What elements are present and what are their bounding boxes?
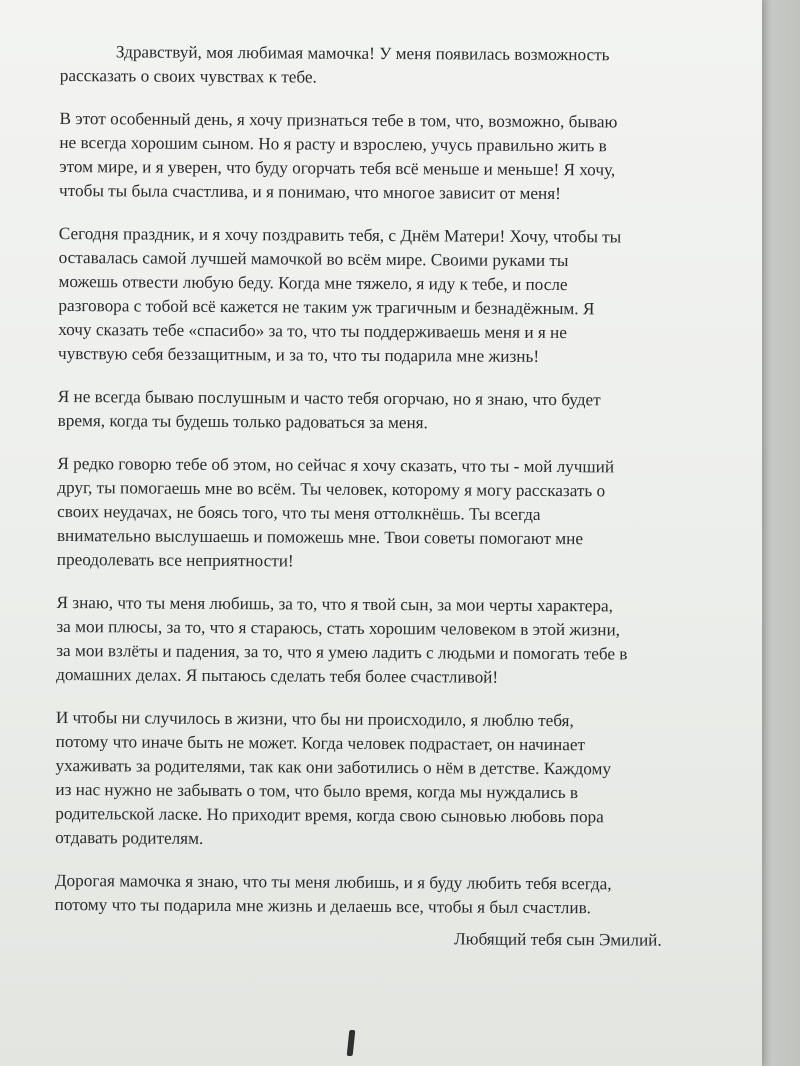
text-line: за мои взлёты и падения, за то, что я умею ладить с людьми и помогать тебе в <box>56 640 628 664</box>
text-line: И чтобы ни случилось в жизни, что бы ни происходило, я люблю тебя, <box>55 707 574 731</box>
text-line: своих неудачах, не боясь того, что ты меня оттолкнёшь. Ты всегда <box>57 501 541 524</box>
text-line: из нас нужно не забывать о том, что было время, когда мы нуждались в <box>55 779 579 803</box>
paragraph-friend <box>57 452 698 576</box>
paragraph-confession <box>59 107 700 207</box>
paragraph-parents <box>55 706 696 854</box>
text-line: время, когда ты будешь только радоваться за меня. <box>57 410 428 433</box>
page-mark <box>347 1030 356 1056</box>
text-line: Дорогая мамочка я знаю, что ты меня любишь, и я буду любить тебя всегда, <box>54 870 612 894</box>
text-line: друг, ты помогаешь мне во всём. Ты человек, которому я могу рассказать о <box>57 477 606 501</box>
text-line: родительской ласке. Но приходит время, когда свою сыновью любовь пора <box>55 803 604 827</box>
paragraph-obedience <box>58 385 698 437</box>
text-line: Сегодня праздник, и я хочу поздравить тебя, с Днём Матери! Хочу, чтобы ты <box>58 223 622 247</box>
text-line: преодолевать все неприятности! <box>56 549 294 571</box>
paragraph-love <box>56 591 697 691</box>
background-surface <box>762 0 800 1066</box>
text-line: Я редко говорю тебе об этом, но сейчас я хочу сказать, что ты - мой лучший <box>57 453 615 477</box>
paragraph-closing <box>55 869 695 921</box>
text-line: потому что иначе быть не может. Когда человек подрастает, он начинает <box>55 731 586 755</box>
text-line: можешь отвести любую беду. Когда мне тяжело, я иду к тебе, и после <box>58 271 568 295</box>
text-line: потому что ты подарила мне жизнь и делаешь все, чтобы я был счастлив. <box>54 894 592 918</box>
text-line: Я знаю, что ты меня любишь, за то, что я твой сын, за мои черты характера, <box>56 592 613 616</box>
text-line: внимательно выслушаешь и поможешь мне. Твои советы помогают мне <box>56 525 584 549</box>
text-line: Здравствуй, моя любимая мамочка! У меня появилась возможность <box>115 42 610 65</box>
text-line: хочу сказать тебе «спасибо» за то, что ты поддерживаешь меня и я не <box>58 319 567 343</box>
letter-body <box>55 40 700 940</box>
text-line: оставалась самой лучшей мамочкой во всём мире. Своими руками ты <box>58 247 569 271</box>
text-line: чтобы ты была счастлива, и я понимаю, что многое зависит от меня! <box>59 180 561 204</box>
text-line: рассказать о своих чувствах к тебе. <box>59 65 317 87</box>
paragraph-holiday <box>58 222 699 370</box>
text-line: этом мире, и я уверен, что буду огорчать тебя всё меньше и меньше! Я хочу, <box>59 156 616 180</box>
text-line: за мои плюсы, за то, что я стараюсь, стать хорошим человеком в этой жизни, <box>56 616 621 640</box>
text-line: Я не всегда бываю послушным и часто тебя огорчаю, но я знаю, что будет <box>57 386 601 410</box>
text-line: не всегда хорошим сыном. Но я расту и взрослею, учусь правильно жить в <box>59 132 607 156</box>
text-line: разговора с тобой всё кажется не таким уж трагичным и безнадёжным. Я <box>58 295 595 319</box>
signature-line: Любящий тебя сын Эмилий. <box>453 929 662 950</box>
text-line: чувствую себя беззащитным, и за то, что ты подарила мне жизнь! <box>58 343 540 366</box>
text-line: ухаживать за родителями, так как они заботились о нём в детстве. Каждому <box>55 755 612 779</box>
text-line: В этот особенный день, я хочу признаться тебе в том, что, возможно, бываю <box>59 108 618 132</box>
paragraph-greeting <box>60 40 700 92</box>
text-line: домашних делах. Я пытаюсь сделать тебя более счастливой! <box>56 664 499 687</box>
text-line: отдавать родителям. <box>55 827 204 848</box>
